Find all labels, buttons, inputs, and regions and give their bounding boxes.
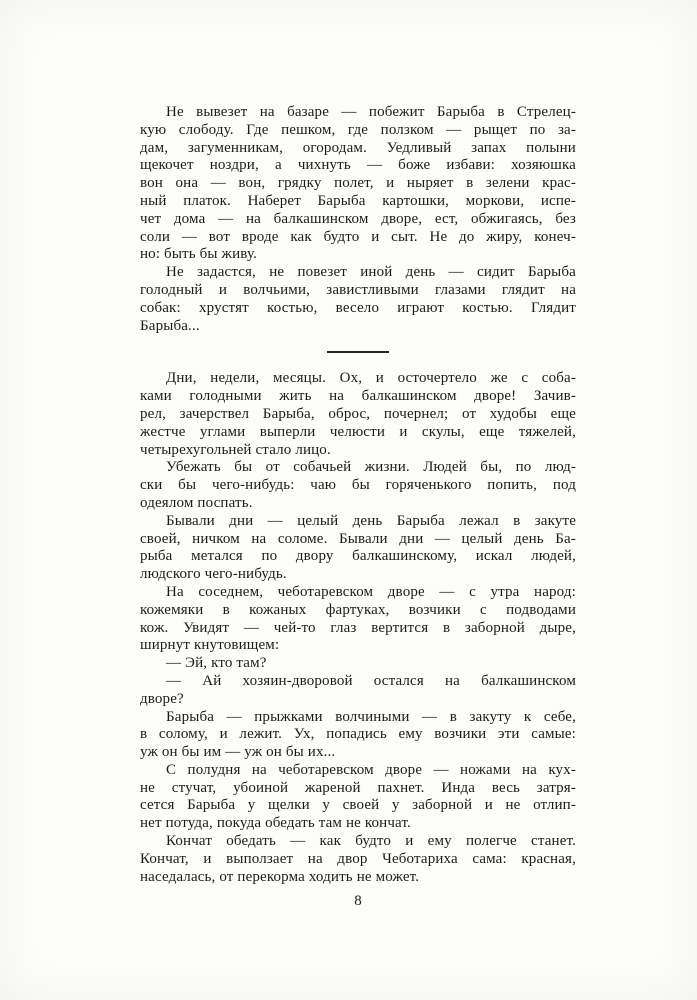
- text-line: наседалась, от перекорма ходить не может.: [140, 868, 420, 885]
- text-line: С полудня на чеботаревском дворе — ножами на кух-: [166, 761, 576, 778]
- paragraph: [140, 513, 576, 584]
- text-line: На соседнем, чеботаревском дворе — с утра народ:: [166, 583, 576, 600]
- text-line: одеялом поспать.: [140, 494, 253, 511]
- text-block: [140, 104, 576, 886]
- paragraph: [140, 709, 576, 762]
- paragraph: [140, 459, 576, 512]
- section-separator: [327, 351, 389, 353]
- text-line: вон она — вон, грядку полет, и ныряет в зелени крас-: [140, 175, 576, 192]
- paragraph: [140, 584, 576, 655]
- text-line: жестче углами выперли челюсти и скулы, еще тяжелей,: [140, 423, 576, 440]
- paragraph: [140, 104, 576, 264]
- text-line: Не вывезет на базаре — побежит Барыба в Стрелец-: [166, 104, 576, 120]
- text-line: людского чего-нибудь.: [140, 566, 287, 583]
- text-line: ками голодными жить на балкашинском дворе! Зачив-: [140, 388, 576, 405]
- paragraph: [140, 655, 576, 673]
- text-line: чет дома — на балкашинском дворе, ест, обжигаясь, без: [140, 210, 576, 227]
- text-line: Барыба — прыжками волчиными — в закуту к себе,: [166, 708, 576, 725]
- paragraph: [140, 264, 576, 335]
- text-line: Барыба...: [140, 317, 200, 334]
- text-line: своей, ничком на соломе. Бывали дни — целый день Ба-: [140, 530, 576, 547]
- text-line: кую слободу. Где пешком, где ползком — рыщет по за-: [140, 121, 576, 138]
- paragraph: [140, 673, 576, 709]
- paragraph: [140, 762, 576, 833]
- text-line: Кончат обедать — как будто и ему полегче станет.: [166, 833, 576, 850]
- paragraph: [140, 370, 576, 459]
- text-line: нет потуда, покуда обедать там не кончат.: [140, 815, 411, 832]
- text-line: четырехугольней стало лицо.: [140, 441, 331, 458]
- text-line: собак: хрустят костью, весело играют костью. Глядит: [140, 299, 576, 316]
- text-line: не стучат, убоиной жареной пахнет. Инда весь затря-: [140, 779, 576, 796]
- text-line: кожемяки в кожаных фартуках, возчики с подводами: [140, 601, 576, 618]
- text-line: Убежать бы от собачьей жизни. Людей бы, по люд-: [166, 459, 576, 476]
- text-line: Бывали дни — целый день Барыба лежал в закуте: [166, 512, 576, 529]
- text-line: в солому, и лежит. Ух, попадись ему возчики эти самые:: [140, 726, 576, 743]
- text-line: но: быть бы живу.: [140, 246, 258, 263]
- page-number: 8: [354, 893, 362, 909]
- text-line: ширнут кнутовищем:: [140, 637, 280, 654]
- text-line: рыба метался по двору балкашинскому, искал людей,: [140, 548, 576, 565]
- text-line: сется Барыба у щелки у своей у заборной и не отлип-: [140, 797, 576, 814]
- text-line: рел, зачерствел Барыба, оброс, почернел; от худобы еще: [140, 405, 576, 422]
- text-line: дам, загуменникам, огородам. Уедливый запах полыни: [140, 139, 576, 156]
- text-line: — Эй, кто там?: [166, 655, 267, 672]
- text-line: уж он бы им — уж он бы их...: [140, 744, 336, 761]
- text-line: ный платок. Наберет Барыба картошки, моркови, испе-: [140, 192, 576, 209]
- text-line: ски бы чего-нибудь: чаю бы горяченького попить, под: [140, 477, 576, 494]
- text-line: соли — вот вроде как будто и сыт. Не до жиру, конеч-: [140, 228, 576, 245]
- text-line: Дни, недели, месяцы. Ох, и осточертело же с соба-: [166, 370, 576, 387]
- text-line: кож. Увидят — чей-то глаз вертится в заборной дыре,: [140, 619, 576, 636]
- text-line: дворе?: [140, 690, 184, 707]
- text-line: голодный и волчьими, завистливыми глазами глядит на: [140, 281, 576, 298]
- text-line: — Ай хозяин-дворовой остался на балкашинском: [166, 672, 576, 689]
- text-line: Кончат, и выползает на двор Чеботариха сама: красная,: [140, 850, 576, 867]
- paragraph: [140, 833, 576, 886]
- text-line: щекочет ноздри, а чихнуть — боже избави: хозяюшка: [140, 157, 576, 174]
- text-line: Не задастся, не повезет иной день — сидит Барыба: [166, 264, 576, 281]
